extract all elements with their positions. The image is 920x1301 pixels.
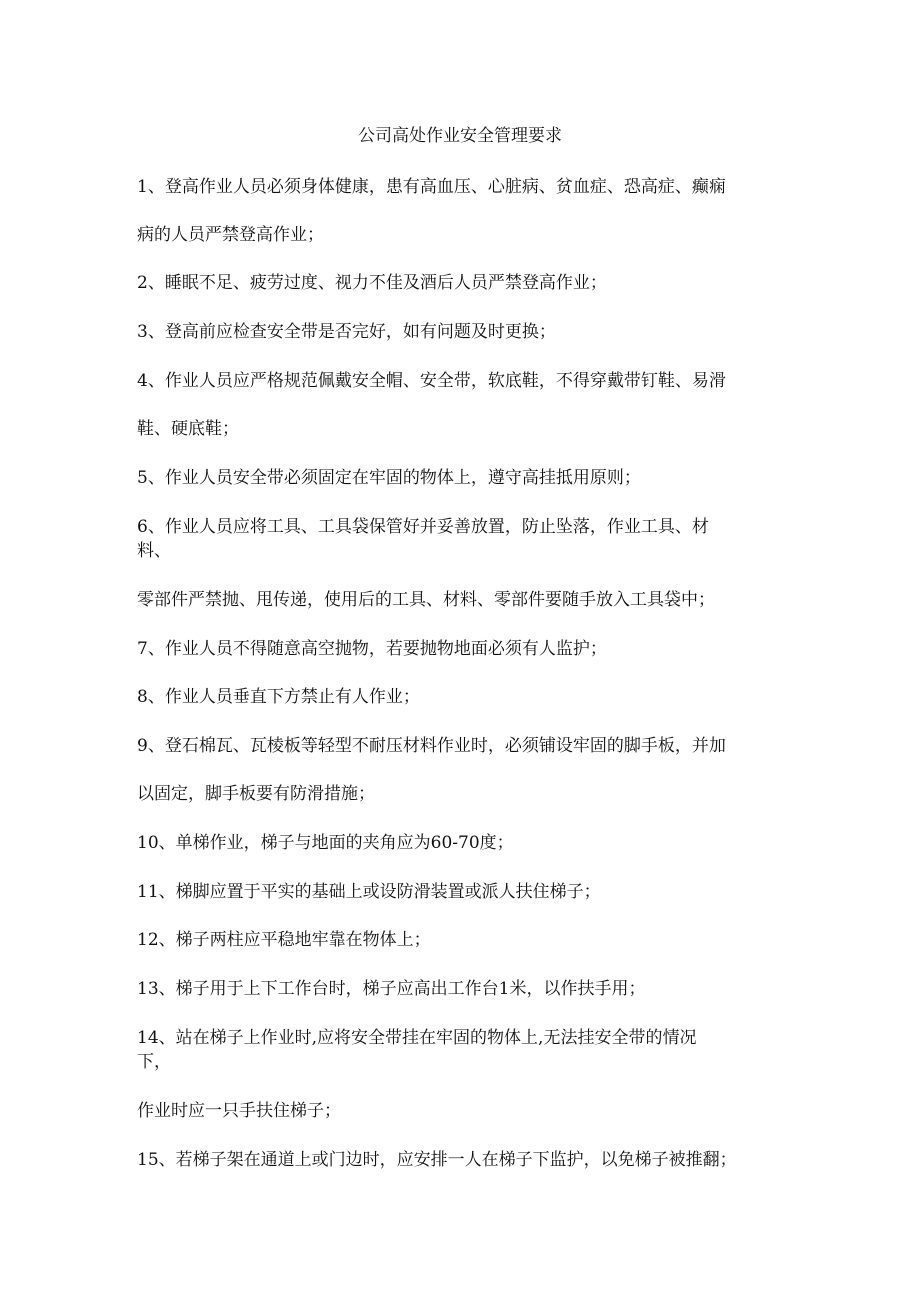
text-line: 15、若梯子架在通道上或门边时，应安排一人在梯子下监护，以免梯子被推翻； (137, 1150, 737, 1170)
text-line: 2、睡眠不足、疲劳过度、视力不佳及酒后人员严禁登高作业； (137, 273, 607, 293)
text-line: 12、梯子两柱应平稳地牢靠在物体上； (137, 930, 431, 950)
text-line: 9、登石棉瓦、瓦棱板等轻型不耐压材料作业时，必须铺设牢固的脚手板，并加 (137, 736, 726, 756)
text-line: 14、站在梯子上作业时,应将安全带挂在牢固的物体上,无法挂安全带的情况 (137, 1028, 697, 1048)
text-line: 4、作业人员应严格规范佩戴安全帽、安全带，软底鞋，不得穿戴带钉鞋、易滑 (137, 371, 726, 391)
text-line: 下， (137, 1052, 171, 1072)
text-line: 3、登高前应检查安全带是否完好，如有问题及时更换； (137, 322, 556, 342)
text-line: 以固定，脚手板要有防滑措施； (137, 784, 375, 804)
text-line: 鞋、硬底鞋； (137, 419, 239, 439)
text-line: 1、登高作业人员必须身体健康，患有高血压、心脏病、贫血症、恐高症、癫痫 (137, 177, 726, 197)
text-line: 料、 (137, 541, 171, 561)
text-line: 6、作业人员应将工具、工具袋保管好并妥善放置，防止坠落，作业工具、材 (137, 517, 709, 537)
text-line: 7、作业人员不得随意高空抛物，若要抛物地面必须有人监护； (137, 639, 607, 659)
text-line: 10、单梯作业，梯子与地面的夹角应为60-70度； (137, 833, 514, 853)
text-line: 11、梯脚应置于平实的基础上或设防滑装置或派人扶住梯子； (137, 882, 601, 902)
text-line: 8、作业人员垂直下方禁止有人作业； (137, 687, 420, 707)
text-line: 13、梯子用于上下工作台时，梯子应高出工作台1米，以作扶手用； (137, 979, 646, 999)
text-line: 作业时应一只手扶住梯子； (137, 1101, 341, 1121)
text-line: 零部件严禁抛、甩传递，使用后的工具、材料、零部件要随手放入工具袋中； (137, 590, 715, 610)
text-line: 病的人员严禁登高作业； (137, 225, 324, 245)
document-title: 公司高处作业安全管理要求 (358, 126, 562, 146)
text-line: 5、作业人员安全带必须固定在牢固的物体上，遵守高挂抵用原则； (137, 468, 641, 488)
